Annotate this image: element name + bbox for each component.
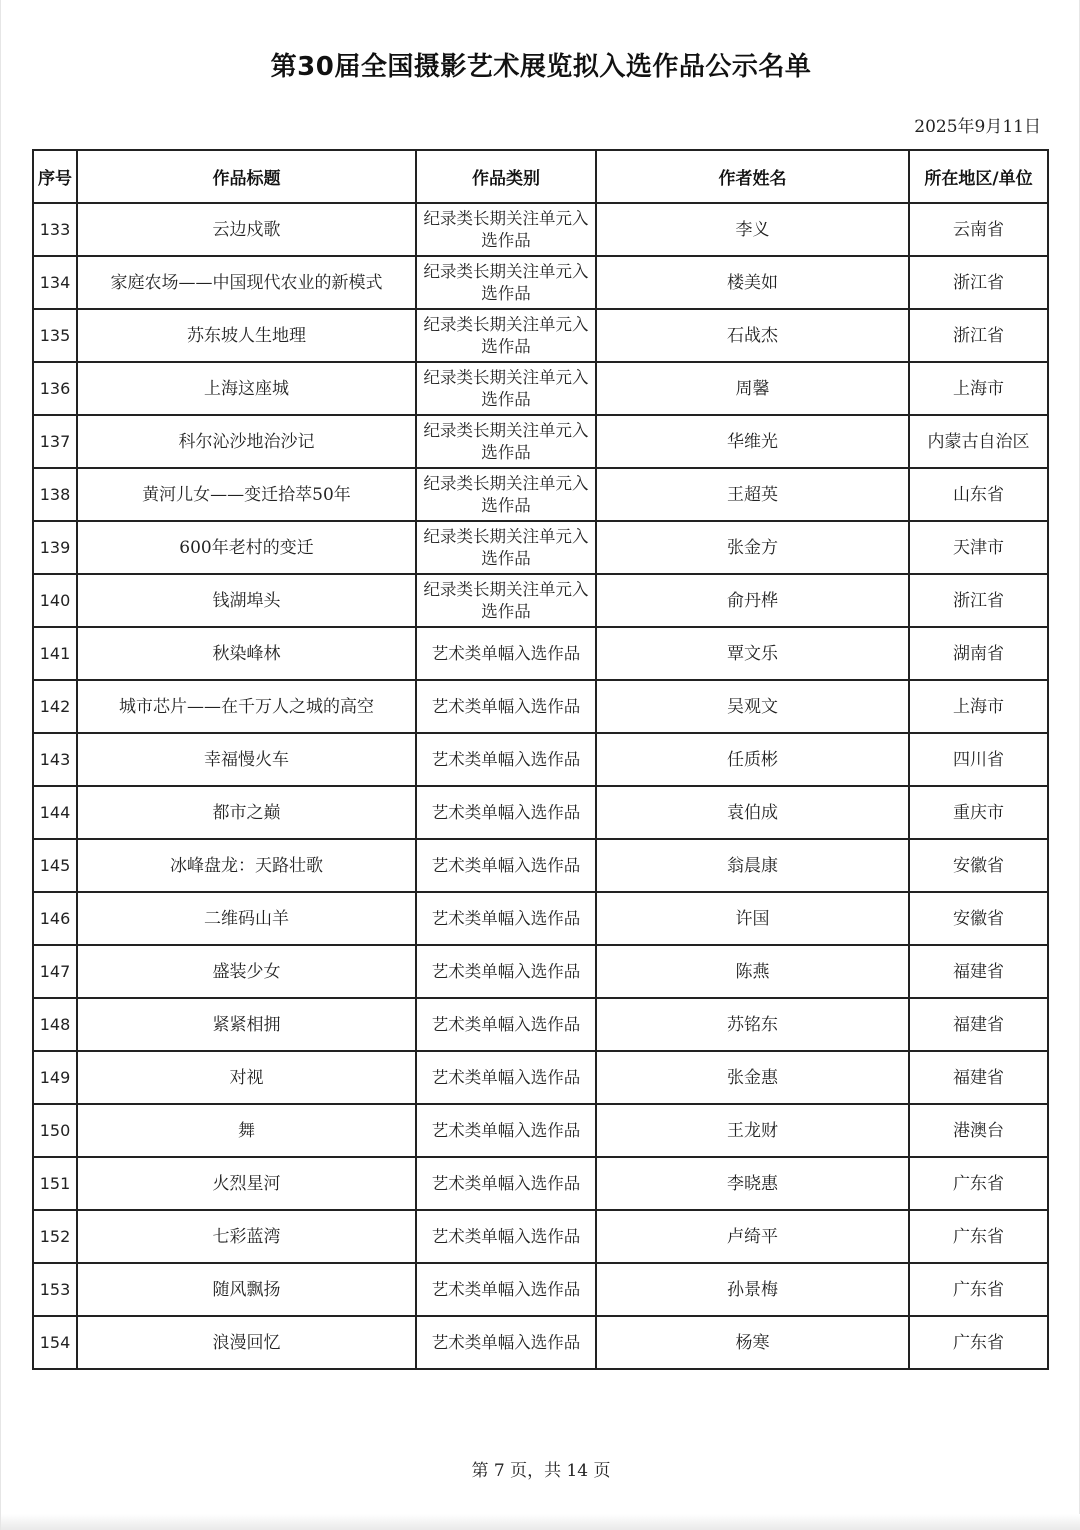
row-category: 艺术类单幅入选作品 [416, 998, 596, 1051]
row-title: 紧紧相拥 [77, 998, 416, 1051]
table-row [33, 362, 1048, 415]
row-number: 150 [33, 1104, 77, 1157]
row-number: 143 [33, 733, 77, 786]
page-footer: 第 7 页，共 14 页 [471, 1461, 611, 1481]
row-number: 145 [33, 839, 77, 892]
row-region: 内蒙古自治区 [909, 415, 1048, 468]
row-category: 艺术类单幅入选作品 [416, 1157, 596, 1210]
row-category: 艺术类单幅入选作品 [416, 1263, 596, 1316]
row-author: 许国 [596, 892, 909, 945]
row-author: 杨寒 [596, 1316, 909, 1369]
table-row [33, 786, 1048, 839]
row-author: 张金方 [596, 521, 909, 574]
table-row [33, 309, 1048, 362]
row-category: 纪录类长期关注单元入选作品 [416, 309, 596, 362]
table-row [33, 1263, 1048, 1316]
row-title: 苏东坡人生地理 [77, 309, 416, 362]
row-title: 盛装少女 [77, 945, 416, 998]
row-author: 吴观文 [596, 680, 909, 733]
row-number: 151 [33, 1157, 77, 1210]
row-region: 湖南省 [909, 627, 1048, 680]
table-row [33, 839, 1048, 892]
header-number: 序号 [33, 150, 77, 203]
row-author: 楼美如 [596, 256, 909, 309]
header-author: 作者姓名 [596, 150, 909, 203]
row-number: 136 [33, 362, 77, 415]
row-region: 广东省 [909, 1316, 1048, 1369]
row-region: 四川省 [909, 733, 1048, 786]
table-row [33, 680, 1048, 733]
row-region: 云南省 [909, 203, 1048, 256]
row-number: 152 [33, 1210, 77, 1263]
row-category: 艺术类单幅入选作品 [416, 1316, 596, 1369]
row-title: 随风飘扬 [77, 1263, 416, 1316]
table-row [33, 998, 1048, 1051]
table-header-row [33, 150, 1048, 203]
row-category: 艺术类单幅入选作品 [416, 1210, 596, 1263]
row-title: 二维码山羊 [77, 892, 416, 945]
row-title: 冰峰盘龙：天路壮歌 [77, 839, 416, 892]
row-number: 147 [33, 945, 77, 998]
table-row [33, 1210, 1048, 1263]
row-region: 上海市 [909, 362, 1048, 415]
table-body [33, 203, 1048, 1369]
row-region: 浙江省 [909, 309, 1048, 362]
row-region: 浙江省 [909, 256, 1048, 309]
row-region: 广东省 [909, 1210, 1048, 1263]
row-author: 李义 [596, 203, 909, 256]
row-region: 浙江省 [909, 574, 1048, 627]
row-title: 秋染峰林 [77, 627, 416, 680]
row-author: 石战杰 [596, 309, 909, 362]
row-title: 舞 [77, 1104, 416, 1157]
row-number: 137 [33, 415, 77, 468]
row-title: 600年老村的变迁 [77, 521, 416, 574]
row-category: 纪录类长期关注单元入选作品 [416, 574, 596, 627]
header-category: 作品类别 [416, 150, 596, 203]
row-title: 云边戍歌 [77, 203, 416, 256]
row-number: 142 [33, 680, 77, 733]
row-number: 138 [33, 468, 77, 521]
table-row [33, 574, 1048, 627]
row-region: 山东省 [909, 468, 1048, 521]
row-region: 广东省 [909, 1157, 1048, 1210]
row-category: 艺术类单幅入选作品 [416, 945, 596, 998]
row-title: 幸福慢火车 [77, 733, 416, 786]
table-row [33, 521, 1048, 574]
row-number: 141 [33, 627, 77, 680]
entries-table [32, 149, 1049, 1370]
row-category: 纪录类长期关注单元入选作品 [416, 203, 596, 256]
page-bottom-shadow [1, 1514, 1080, 1530]
table-row [33, 1051, 1048, 1104]
row-author: 孙景梅 [596, 1263, 909, 1316]
row-author: 王超英 [596, 468, 909, 521]
row-region: 港澳台 [909, 1104, 1048, 1157]
row-category: 纪录类长期关注单元入选作品 [416, 256, 596, 309]
header-region: 所在地区/单位 [909, 150, 1048, 203]
row-category: 纪录类长期关注单元入选作品 [416, 362, 596, 415]
row-author: 苏铭东 [596, 998, 909, 1051]
row-title: 科尔沁沙地治沙记 [77, 415, 416, 468]
row-category: 纪录类长期关注单元入选作品 [416, 415, 596, 468]
row-number: 154 [33, 1316, 77, 1369]
row-category: 纪录类长期关注单元入选作品 [416, 521, 596, 574]
row-number: 146 [33, 892, 77, 945]
table-row [33, 468, 1048, 521]
table-row [33, 627, 1048, 680]
row-number: 148 [33, 998, 77, 1051]
row-region: 天津市 [909, 521, 1048, 574]
row-title: 钱湖埠头 [77, 574, 416, 627]
table-row [33, 1104, 1048, 1157]
row-author: 卢绮平 [596, 1210, 909, 1263]
row-region: 广东省 [909, 1263, 1048, 1316]
row-region: 重庆市 [909, 786, 1048, 839]
row-title: 城市芯片——在千万人之城的高空 [77, 680, 416, 733]
row-author: 华维光 [596, 415, 909, 468]
row-author: 俞丹桦 [596, 574, 909, 627]
row-number: 149 [33, 1051, 77, 1104]
table-row [33, 945, 1048, 998]
table-row [33, 1157, 1048, 1210]
row-region: 安徽省 [909, 839, 1048, 892]
row-category: 艺术类单幅入选作品 [416, 892, 596, 945]
page-title: 第30届全国摄影艺术展览拟入选作品公示名单 [270, 52, 812, 82]
table-row [33, 892, 1048, 945]
table-row [33, 1316, 1048, 1369]
row-author: 陈燕 [596, 945, 909, 998]
row-title: 对视 [77, 1051, 416, 1104]
table-row [33, 733, 1048, 786]
row-author: 李晓惠 [596, 1157, 909, 1210]
row-category: 艺术类单幅入选作品 [416, 627, 596, 680]
row-number: 134 [33, 256, 77, 309]
table-row [33, 415, 1048, 468]
row-region: 福建省 [909, 1051, 1048, 1104]
row-title: 家庭农场——中国现代农业的新模式 [77, 256, 416, 309]
table-row [33, 203, 1048, 256]
row-title: 都市之巅 [77, 786, 416, 839]
row-region: 福建省 [909, 945, 1048, 998]
row-category: 艺术类单幅入选作品 [416, 1051, 596, 1104]
row-title: 黄河儿女——变迁拾萃50年 [77, 468, 416, 521]
row-number: 153 [33, 1263, 77, 1316]
row-region: 上海市 [909, 680, 1048, 733]
row-number: 135 [33, 309, 77, 362]
row-category: 艺术类单幅入选作品 [416, 680, 596, 733]
row-category: 艺术类单幅入选作品 [416, 733, 596, 786]
row-author: 翁晨康 [596, 839, 909, 892]
row-author: 任质彬 [596, 733, 909, 786]
row-author: 王龙财 [596, 1104, 909, 1157]
row-title: 火烈星河 [77, 1157, 416, 1210]
row-category: 艺术类单幅入选作品 [416, 839, 596, 892]
row-number: 139 [33, 521, 77, 574]
row-title: 浪漫回忆 [77, 1316, 416, 1369]
row-author: 袁伯成 [596, 786, 909, 839]
header-title: 作品标题 [77, 150, 416, 203]
publish-date: 2025年9月11日 [914, 117, 1041, 137]
row-category: 艺术类单幅入选作品 [416, 786, 596, 839]
row-number: 140 [33, 574, 77, 627]
row-region: 安徽省 [909, 892, 1048, 945]
row-title: 七彩蓝湾 [77, 1210, 416, 1263]
row-category: 纪录类长期关注单元入选作品 [416, 468, 596, 521]
table-row [33, 256, 1048, 309]
row-author: 覃文乐 [596, 627, 909, 680]
row-region: 福建省 [909, 998, 1048, 1051]
row-author: 张金惠 [596, 1051, 909, 1104]
row-author: 周馨 [596, 362, 909, 415]
row-number: 133 [33, 203, 77, 256]
row-number: 144 [33, 786, 77, 839]
row-category: 艺术类单幅入选作品 [416, 1104, 596, 1157]
row-title: 上海这座城 [77, 362, 416, 415]
